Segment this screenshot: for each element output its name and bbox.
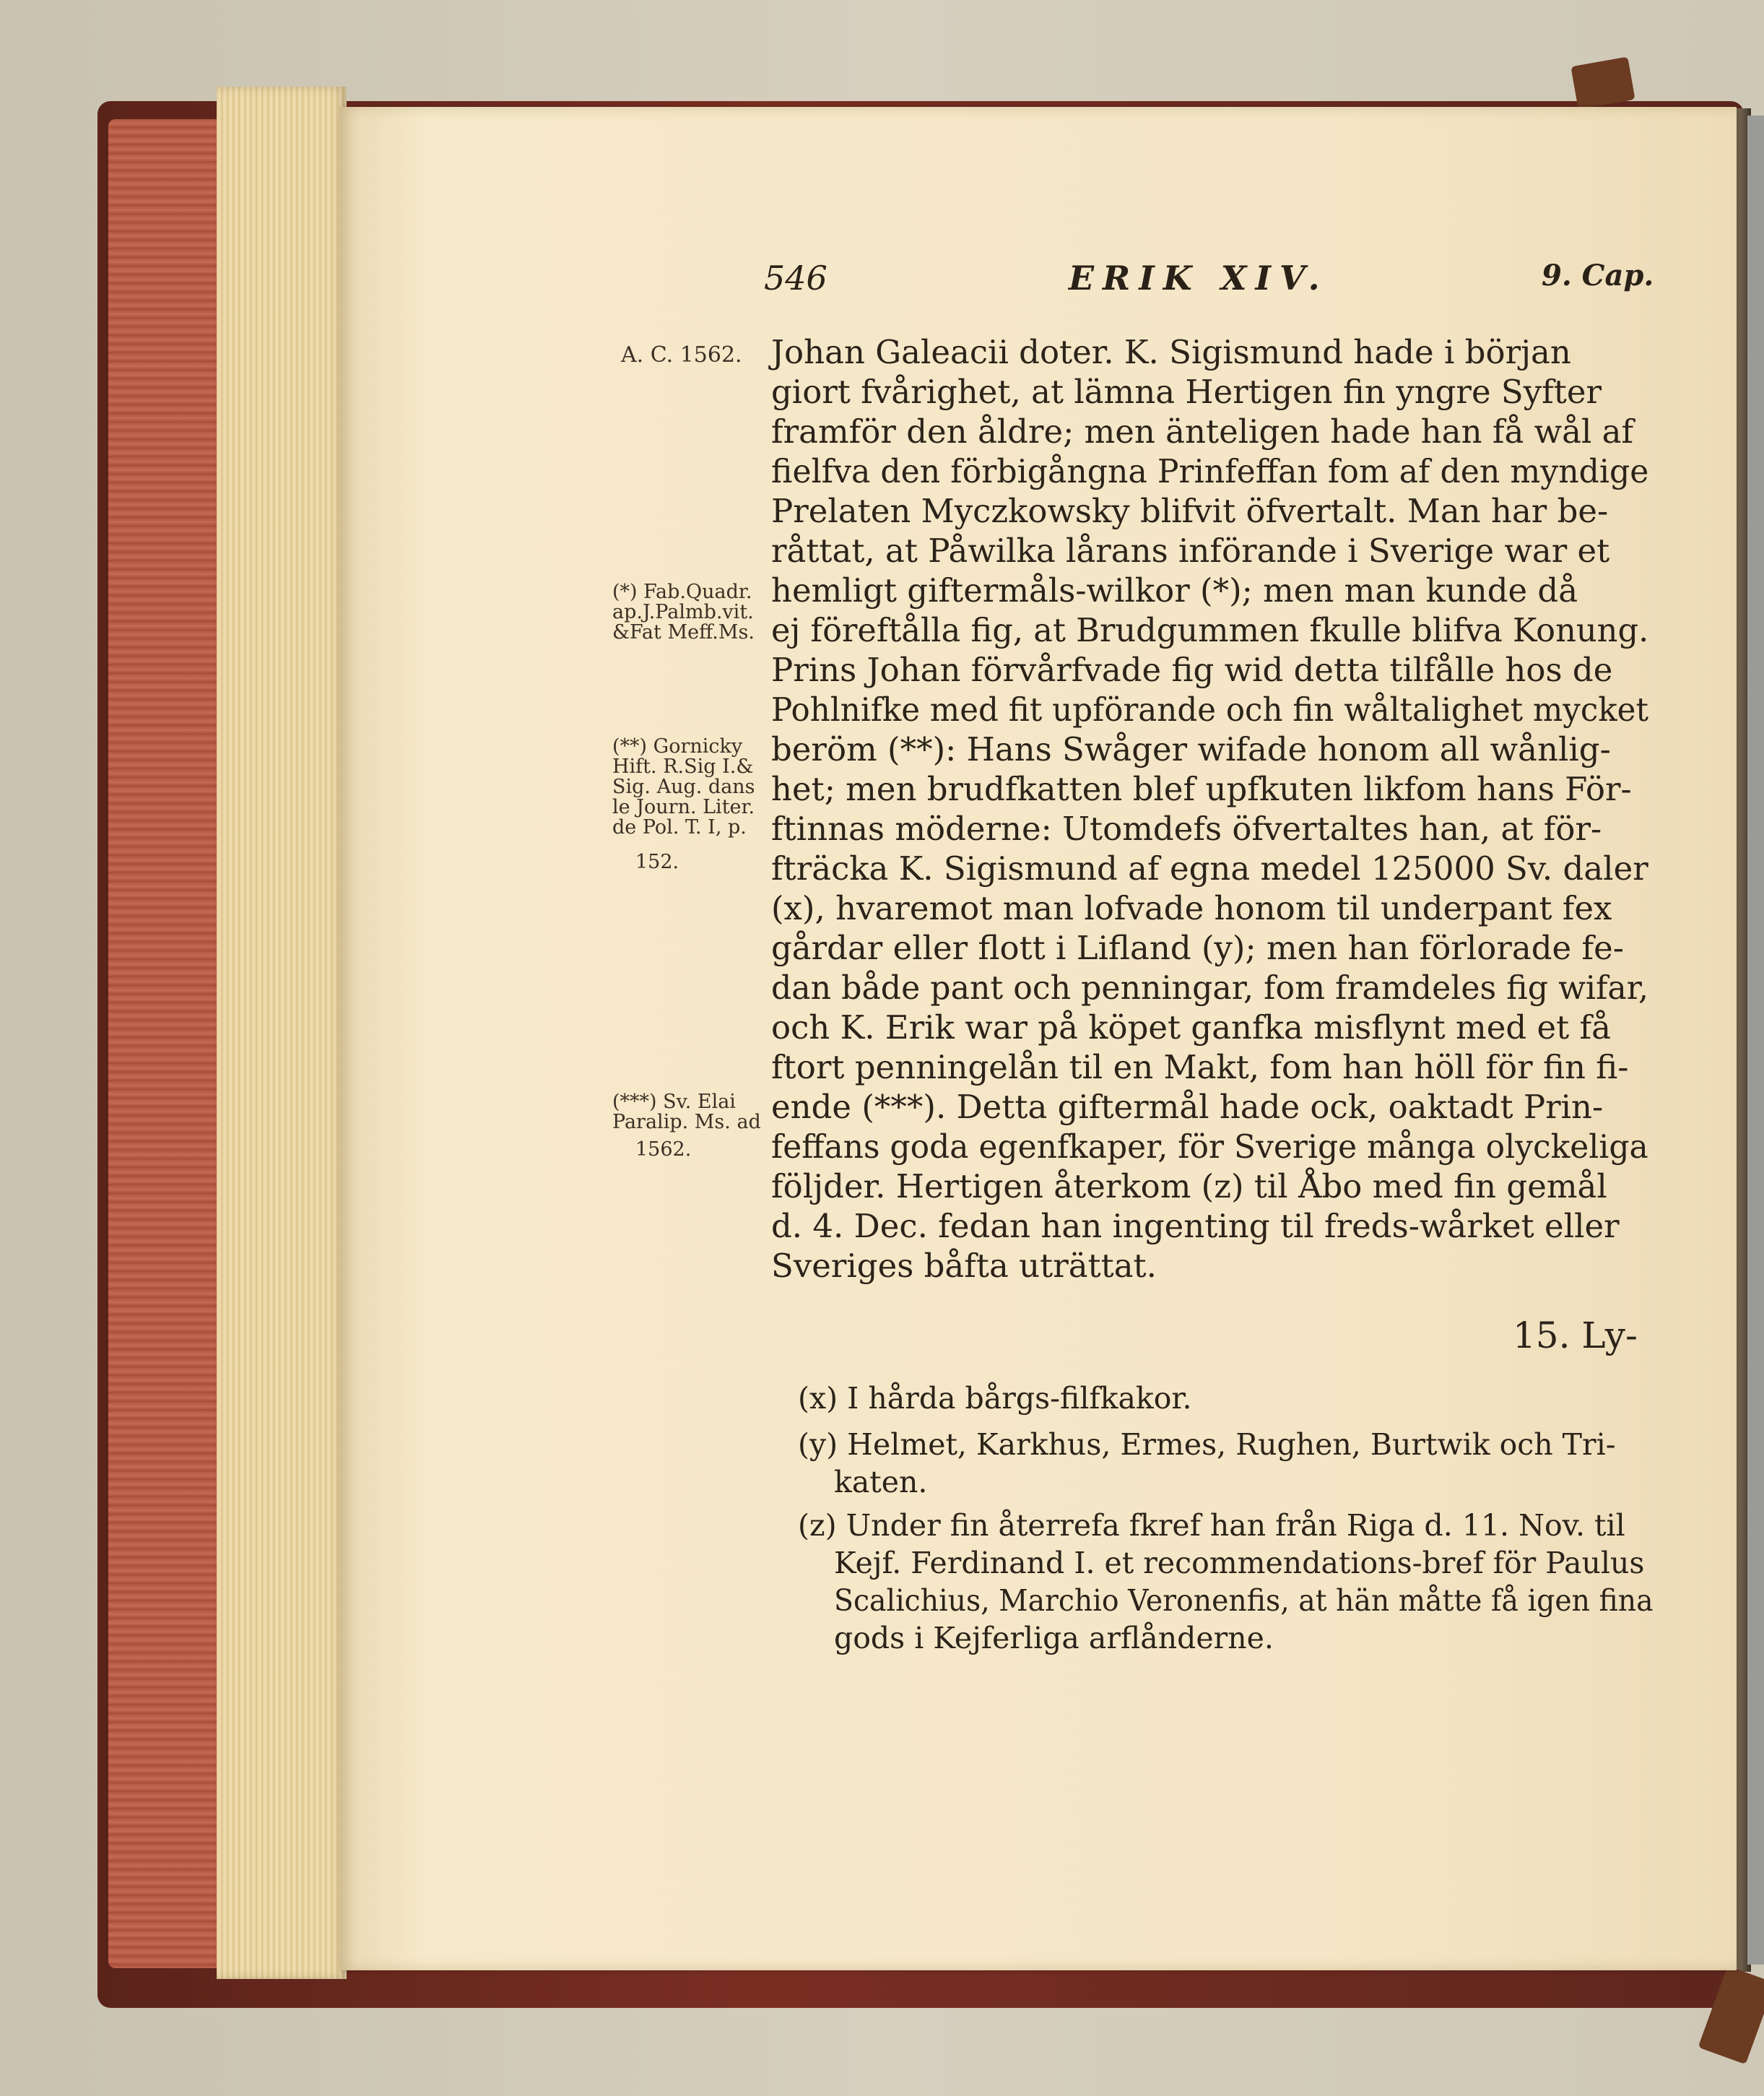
margin-note-1-line: ap.J.Palmb.vit.	[612, 601, 754, 623]
text-line: gårdar eller flott i Lifland (y); men han förlorade fe-	[771, 929, 1624, 967]
text-line: fträcka K. Sigismund af egna medel 125000 Sv. daler	[771, 849, 1648, 888]
footnote-line: Kejf. Ferdinand I. et recommendations-bref för Paulus	[834, 1546, 1645, 1580]
margin-note-3-line: 1562.	[635, 1138, 692, 1161]
text-line: giort fvårighet, at lämna Hertigen fin yngre Syfter	[771, 373, 1602, 411]
text-line: beröm (**): Hans Swåger wifade honom all wånlig-	[771, 730, 1611, 768]
text-line: Johan Galeacii doter. K. Sigismund hade i början	[771, 333, 1571, 371]
margin-note-1-line: &Fat Meff.Ms.	[612, 621, 755, 644]
text-line: Pohlnifke med fit upförande och fin wåltalighet mycket	[771, 690, 1648, 729]
text-line: framför den åldre; men änteligen hade han få wål af	[771, 412, 1634, 451]
running-title: ERIK XIV.	[1069, 259, 1329, 298]
text-line: feffans goda egenfkaper, för Sverige många olyckeliga	[771, 1127, 1648, 1166]
text-line: (x), hvaremot man lofvade honom til underpant fex	[771, 889, 1612, 927]
margin-note-2-line: Hift. R.Sig I.&	[612, 755, 754, 778]
text-line: Prins Johan förvårfvade fig wid detta tilfålle hos de	[771, 651, 1613, 689]
margin-note-2-line: de Pol. T. I, p.	[612, 816, 747, 839]
margin-note-2-line: Sig. Aug. dans	[612, 776, 755, 798]
catchword: 15. Ly-	[1513, 1315, 1638, 1356]
footnote-line: (x) I hårda bårgs-filfkakor.	[798, 1381, 1192, 1416]
text-line: d. 4. Dec. fedan han ingenting til freds-wårket eller	[771, 1207, 1620, 1245]
text-line: hemligt giftermåls-wilkor (*); men man kunde då	[771, 571, 1578, 610]
chapter-label: 9. Cap.	[1542, 259, 1654, 293]
margin-note-1-line: (*) Fab.Quadr.	[612, 581, 752, 603]
text-line: fielfva den förbigångna Prinfeffan fom af den myndige	[771, 452, 1649, 490]
footnote-line: Scalichius, Marchio Veronenfis, at hän måtte få igen fina	[834, 1583, 1654, 1618]
page-stack	[217, 87, 347, 1979]
margin-year: A. C. 1562.	[621, 342, 742, 368]
margin-note-2-line: (**) Gornicky	[612, 735, 743, 758]
text-line: ftinnas möderne: Utomdefs öfvertaltes han, at för-	[771, 810, 1602, 848]
margin-note-2-line: le Journ. Liter.	[612, 796, 755, 818]
text-line: ende (***). Detta giftermål hade ock, oaktadt Prin-	[771, 1088, 1604, 1126]
footnote-line: katen.	[834, 1465, 928, 1499]
text-line: het; men brudfkatten blef upfkuten likfom hans För-	[771, 770, 1632, 808]
text-line: följder. Hertigen återkom (z) til Åbo med fin gemål	[771, 1167, 1607, 1205]
text-line: ej föreftålla fig, at Brudgummen fkulle blifva Konung.	[771, 611, 1649, 649]
text-line: Sveriges båfta uträttat.	[771, 1247, 1157, 1285]
text-line: råttat, at Påwilka lårans införande i Sverige war et	[771, 532, 1610, 570]
text-line: Prelaten Myczkowsky blifvit öfvertalt. Man har be-	[771, 492, 1609, 530]
margin-note-3-line: Paralip. Ms. ad	[612, 1111, 761, 1133]
page-edge-red	[108, 119, 231, 1968]
margin-note-2-line: 152.	[635, 851, 679, 873]
text-line: dan både pant och penningar, fom framdeles fig wifar,	[771, 969, 1649, 1007]
footnote-line: gods i Kejferliga arflånderne.	[834, 1621, 1274, 1655]
facing-page-edge	[1747, 116, 1764, 1965]
margin-note-3-line: (***) Sv. Elai	[612, 1091, 736, 1113]
text-line: och K. Erik war på köpet ganfka misflynt med et få	[771, 1008, 1611, 1047]
footnote-line: (z) Under fin återrefa fkref han från Riga d. 11. Nov. til	[798, 1508, 1625, 1543]
page-number: 546	[764, 259, 827, 298]
footnote-line: (y) Helmet, Karkhus, Ermes, Rughen, Burtwik och Tri-	[798, 1427, 1616, 1462]
text-line: ftort penningelån til en Makt, fom han höll för fin fi-	[771, 1048, 1629, 1086]
